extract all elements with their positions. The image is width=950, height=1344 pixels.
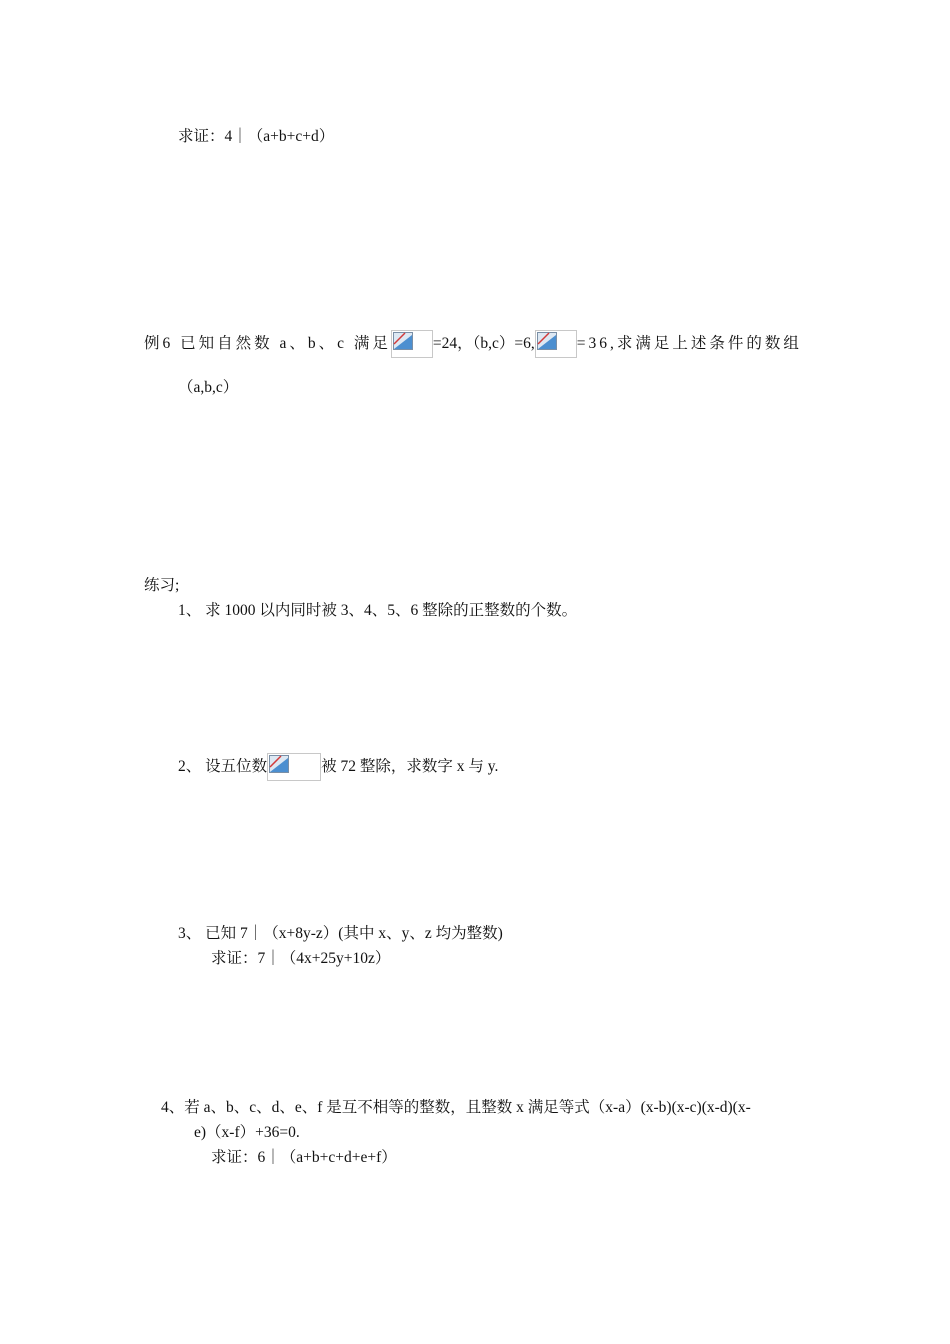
practice-title: 练习; (144, 577, 180, 594)
broken-image-icon (267, 753, 321, 781)
example-6-text-d: （a,b,c） (178, 379, 239, 396)
example-6-text-b: =24，（b,c）=6, (432, 335, 535, 352)
example-6-line (144, 330, 802, 358)
practice-2-text-a: 2、 设五位数 (178, 758, 268, 775)
practice-4-line-1: 4、若 a、b、c、d、e、f 是互不相等的整数，且整数 x 满足等式（x-a）(x-b)(x-c)(x-d)(x- (161, 1099, 751, 1116)
broken-image-icon (535, 330, 577, 358)
practice-4-line-2: e)（x-f）+36=0. (194, 1124, 300, 1141)
broken-image-icon (391, 330, 433, 358)
practice-3-given: 3、 已知 7｜（x+8y-z）(其中 x、y、z 均为整数) (178, 925, 503, 942)
practice-4-proof: 求证：6｜（a+b+c+d+e+f） (211, 1149, 397, 1166)
proof-line-1: 求证：4｜（a+b+c+d） (178, 128, 335, 145)
practice-1: 1、 求 1000 以内同时被 3、4、5、6 整除的正整数的个数。 (178, 602, 578, 619)
example-6-text-a: 例6 已知自然数 a、b、c 满足 (144, 335, 391, 352)
example-6-text-c: =36,求满足上述条件的数组 (576, 335, 802, 352)
practice-2 (178, 753, 498, 781)
practice-3-proof: 求证：7｜（4x+25y+10z） (211, 950, 391, 967)
practice-2-text-b: 被 72 整除，求数字 x 与 y. (321, 758, 499, 775)
